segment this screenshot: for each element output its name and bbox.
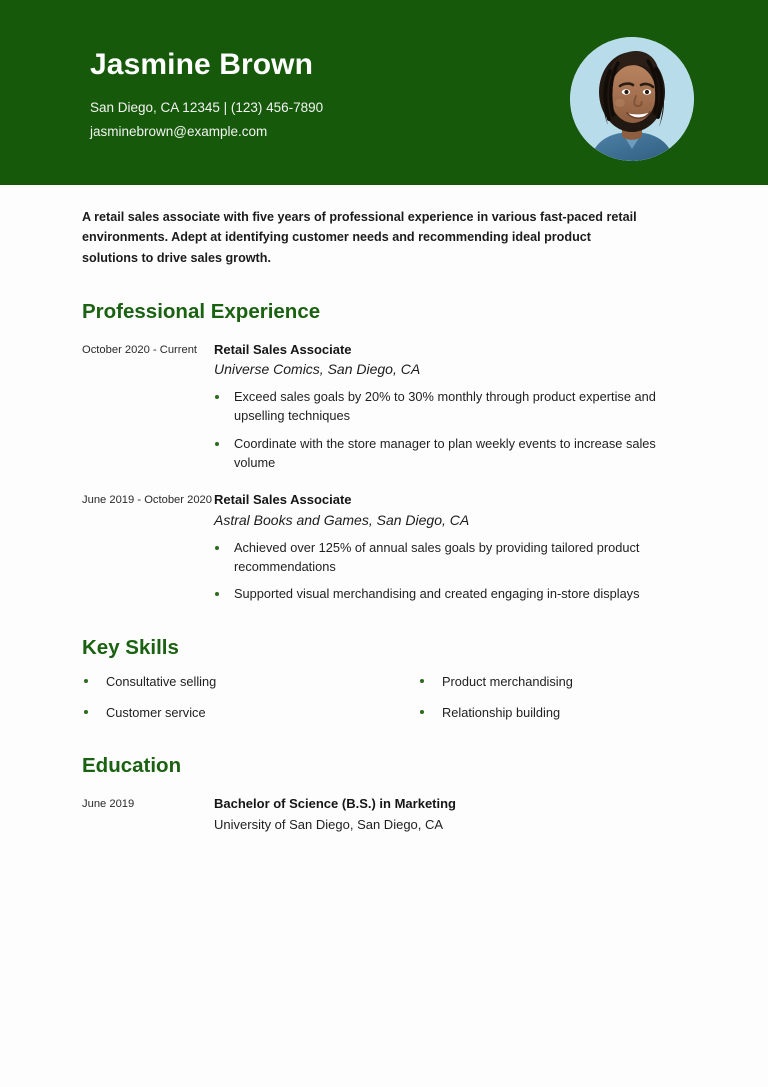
experience-bullet: Exceed sales goals by 20% to 30% monthly through product expertise and upselling techniques — [214, 388, 686, 426]
education-entry — [82, 778, 686, 833]
section-title-experience: Professional Experience — [82, 300, 321, 324]
section-title-education: Education — [82, 753, 182, 777]
section-professional-experience — [82, 268, 686, 604]
experience-date: June 2019 - October 2020 — [82, 494, 212, 507]
skill-item: Relationship building — [418, 704, 686, 722]
skill-list-right — [418, 673, 686, 722]
skill-item: Customer service — [82, 704, 384, 722]
section-key-skills — [82, 604, 686, 721]
skill-list-left — [82, 673, 384, 722]
experience-entry — [82, 325, 686, 473]
experience-date: October 2020 - Current — [82, 343, 198, 356]
skills-column-left — [82, 673, 384, 722]
experience-bullet-list — [214, 539, 686, 604]
portrait-photo-icon — [570, 37, 694, 161]
section-education — [82, 722, 686, 834]
education-degree: Bachelor of Science (B.S.) in Marketing — [214, 796, 456, 812]
experience-bullet: Supported visual merchandising and created engaging in-store displays — [214, 585, 686, 604]
section-title-skills: Key Skills — [82, 636, 179, 660]
experience-bullet: Achieved over 125% of annual sales goals by providing tailored product recommendations — [214, 539, 686, 577]
experience-entry — [82, 472, 686, 604]
experience-organization: Astral Books and Games, San Diego, CA — [214, 511, 470, 528]
avatar — [570, 37, 694, 161]
resume-header — [0, 0, 768, 185]
skills-column-right — [384, 673, 686, 722]
contact-address-phone: San Diego, CA 12345 | (123) 456-7890 — [90, 100, 324, 115]
skill-item: Consultative selling — [82, 673, 384, 691]
experience-job-title: Retail Sales Associate — [214, 341, 352, 357]
skills-grid — [82, 661, 686, 722]
professional-summary: A retail sales associate with five years of professional experience in various fast-paced retail environments. Adept at identifying customer needs and recommending ideal product solutions to drive sales growth. — [82, 210, 637, 265]
resume-body — [0, 185, 768, 833]
skill-item: Product merchandising — [418, 673, 686, 691]
education-school: University of San Diego, San Diego, CA — [214, 816, 444, 832]
experience-bullet-list — [214, 388, 686, 472]
experience-job-title: Retail Sales Associate — [214, 492, 352, 508]
candidate-name: Jasmine Brown — [90, 48, 314, 81]
education-date: June 2019 — [82, 798, 135, 811]
contact-email: jasminebrown@example.com — [90, 124, 268, 139]
experience-bullet: Coordinate with the store manager to plan weekly events to increase sales volume — [214, 435, 686, 473]
experience-organization: Universe Comics, San Diego, CA — [214, 361, 421, 378]
